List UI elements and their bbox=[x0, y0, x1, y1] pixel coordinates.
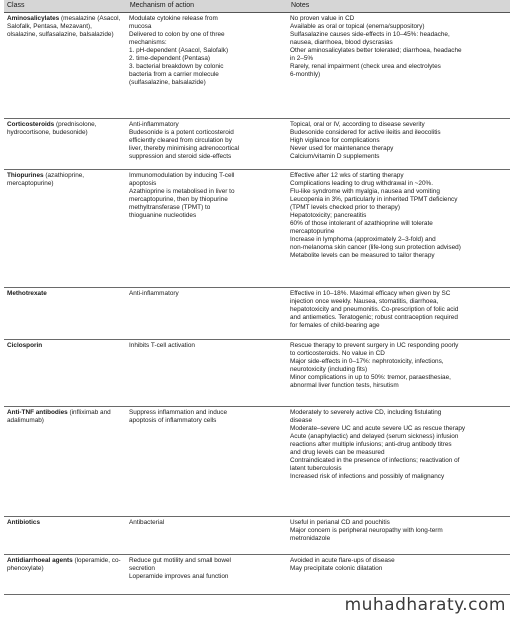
class-cell bbox=[4, 517, 126, 554]
notes-line: Rarely, renal impairment (check urea and electrolytes bbox=[290, 63, 441, 70]
drug-class-name: Methotrexate bbox=[7, 290, 47, 297]
notes-line: latent tuberculosis bbox=[290, 465, 342, 472]
notes-line: reactions after multiple infusions; anti-drug antibody titres bbox=[290, 441, 452, 448]
table-row bbox=[4, 340, 510, 407]
notes-line: Acute (anaphylactic) and delayed (serum sickness) infusion bbox=[290, 433, 459, 440]
notes-line: metronidazole bbox=[290, 535, 331, 542]
drug-class-name: Anti-TNF antibodies bbox=[7, 409, 68, 416]
notes-line: Complications leading to drug withdrawal in ~20%. bbox=[290, 180, 433, 187]
notes-line: 60% of those intolerant of azathioprine will tolerate bbox=[290, 220, 433, 227]
mechanism-line: Anti-inflammatory bbox=[129, 290, 179, 297]
mechanism-line: liver, thereby minimising adrenocortical bbox=[129, 145, 240, 152]
mechanism-cell bbox=[126, 13, 287, 118]
mechanism-line: 2. time-dependent (Pentasa) bbox=[129, 55, 210, 62]
notes-line: Major concern is peripheral neuropathy with long-term bbox=[290, 527, 443, 534]
mechanism-line: Reduce gut motility and small bowel bbox=[129, 557, 231, 564]
notes-line: abnormal liver function tests, hirsutism bbox=[290, 382, 399, 389]
mechanism-line: mercaptopurine, then by thiopurine bbox=[129, 196, 228, 203]
notes-line: High vigilance for complications bbox=[290, 137, 380, 144]
table-header bbox=[4, 0, 510, 13]
notes-line: mercaptopurine bbox=[290, 228, 335, 235]
notes-line: Contraindicated in the presence of infections; reactivation of bbox=[290, 457, 460, 464]
notes-line: neurotoxicity (including fits) bbox=[290, 366, 368, 373]
drug-class-name: Antidiarrhoeal agents bbox=[7, 557, 73, 564]
notes-line: 6-monthly) bbox=[290, 71, 321, 78]
notes-line: Effective after 12 wks of starting therapy bbox=[290, 172, 404, 179]
notes-cell bbox=[287, 288, 510, 339]
mechanism-line: bacteria from a carrier molecule bbox=[129, 71, 219, 78]
table-row bbox=[4, 119, 510, 170]
notes-cell bbox=[287, 517, 510, 554]
drug-class-name: Corticosteroids bbox=[7, 121, 55, 128]
notes-cell bbox=[287, 555, 510, 594]
notes-line: hepatotoxicity and pneumonitis. Co-prescription of folic acid bbox=[290, 306, 459, 313]
notes-line: Flu-like syndrome with myalgia, nausea and vomiting bbox=[290, 188, 440, 195]
class-cell bbox=[4, 288, 126, 339]
mechanism-cell bbox=[126, 555, 287, 594]
drug-class-name: Aminosalicylates bbox=[7, 15, 60, 22]
drug-class-name: Antibiotics bbox=[7, 519, 41, 526]
notes-line: Other aminosalicylates better tolerated; diarrhoea, headache bbox=[290, 47, 462, 54]
mechanism-line: 3. bacterial breakdown by colonic bbox=[129, 63, 224, 70]
notes-line: in 2–5% bbox=[290, 55, 314, 62]
drug-examples: (azathioprine, mercaptopurine) bbox=[7, 172, 85, 187]
mechanism-cell bbox=[126, 407, 287, 516]
notes-line: Budesonide considered for active ileitis and ileocolitis bbox=[290, 129, 441, 136]
notes-line: Hepatotoxicity; pancreatitis bbox=[290, 212, 367, 219]
notes-line: Useful in perianal CD and pouchitis bbox=[290, 519, 390, 526]
notes-line: Avoided in acute flare-ups of disease bbox=[290, 557, 395, 564]
notes-cell bbox=[287, 119, 510, 169]
mechanism-line: Loperamide improves anal function bbox=[129, 573, 229, 580]
mechanism-line: Azathioprine is metabolised in liver to bbox=[129, 188, 235, 195]
notes-line: non-melanoma skin cancer (life-long sun protection advised) bbox=[290, 244, 461, 251]
drug-class-name: Ciclosporin bbox=[7, 342, 43, 349]
notes-line: May precipitate colonic dilatation bbox=[290, 565, 383, 572]
notes-line: and drug levels can be measured bbox=[290, 449, 385, 456]
table-row bbox=[4, 170, 510, 288]
header-mechanism: Mechanism of action bbox=[129, 2, 195, 9]
table-row bbox=[4, 555, 510, 595]
mechanism-cell bbox=[126, 170, 287, 287]
notes-cell bbox=[287, 170, 510, 287]
notes-line: for females of child-bearing age bbox=[290, 322, 380, 329]
mechanism-line: Inhibits T-cell activation bbox=[129, 342, 195, 349]
header-class: Class bbox=[7, 2, 25, 9]
notes-line: Effective in 10–18%. Maximal efficacy when given by SC bbox=[290, 290, 451, 297]
notes-line: Increase in lymphoma (approximately 2–3-fold) and bbox=[290, 236, 436, 243]
mechanism-cell bbox=[126, 517, 287, 554]
notes-line: Rescue therapy to prevent surgery in UC responding poorly bbox=[290, 342, 459, 349]
notes-line: Increased risk of infections and possibly of malignancy bbox=[290, 473, 445, 480]
drug-examples: (mesalazine (Asacol, Salofalk, Pentasa, Mezavant), olsalazine, sulfasalazine, balsalazide) bbox=[7, 15, 121, 38]
notes-line: Moderately to severely active CD, including fistulating bbox=[290, 409, 442, 416]
mechanism-line: secretion bbox=[129, 565, 155, 572]
table-row bbox=[4, 517, 510, 555]
table-body bbox=[4, 13, 510, 595]
class-cell bbox=[4, 13, 126, 118]
notes-line: Metabolite levels can be measured to tailor therapy bbox=[290, 252, 435, 259]
notes-line: Never used for maintenance therapy bbox=[290, 145, 394, 152]
notes-line: disease bbox=[290, 417, 313, 424]
drug-examples: (infliximab and adalimumab) bbox=[7, 409, 111, 424]
mechanism-line: 1. pH-dependent (Asacol, Salofalk) bbox=[129, 47, 229, 54]
notes-line: injection once weekly. Nausea, stomatitis, diarrhoea, bbox=[290, 298, 439, 305]
drug-table bbox=[4, 0, 510, 595]
notes-line: (TPMT levels checked prior to therapy) bbox=[290, 204, 400, 211]
mechanism-line: methyltransferase (TPMT) to bbox=[129, 204, 211, 211]
header-notes: Notes bbox=[290, 2, 310, 9]
mechanism-line: Delivered to colon by one of three bbox=[129, 31, 225, 38]
notes-line: Leucopenia in 3%, particularly in inherited TPMT deficiency bbox=[290, 196, 458, 203]
notes-line: to corticosteroids. No value in CD bbox=[290, 350, 385, 357]
notes-line: and antiemetics. Teratogenic; robust contraception required bbox=[290, 314, 458, 321]
mechanism-line: Suppress inflammation and induce bbox=[129, 409, 228, 416]
notes-cell bbox=[287, 13, 510, 118]
class-cell bbox=[4, 407, 126, 516]
mechanism-line: Budesonide is a potent corticosteroid bbox=[129, 129, 234, 136]
notes-line: Topical, oral or IV, according to disease severity bbox=[290, 121, 425, 128]
notes-line: Calcium/vitamin D supplements bbox=[290, 153, 380, 160]
class-cell bbox=[4, 340, 126, 406]
class-cell bbox=[4, 119, 126, 169]
notes-line: No proven value in CD bbox=[290, 15, 355, 22]
notes-line: Available as oral or topical (enema/suppository) bbox=[290, 23, 425, 30]
table-row bbox=[4, 407, 510, 517]
watermark-text: muhadharaty.com bbox=[344, 595, 506, 615]
mechanism-cell bbox=[126, 288, 287, 339]
notes-line: Major side-effects in 0–17%: nephrotoxicity, infections, bbox=[290, 358, 444, 365]
mechanism-line: suppression and steroid side-effects bbox=[129, 153, 232, 160]
drug-examples: (loperamide, co-phenoxylate) bbox=[7, 557, 121, 572]
notes-line: Minor complications in up to 50%: tremor, paraesthesiae, bbox=[290, 374, 451, 381]
mechanism-cell bbox=[126, 119, 287, 169]
notes-cell bbox=[287, 407, 510, 516]
notes-line: Moderate–severe UC and acute severe UC as rescue therapy bbox=[290, 425, 466, 432]
mechanism-line: apoptosis of inflammatory cells bbox=[129, 417, 217, 424]
notes-cell bbox=[287, 340, 510, 406]
notes-line: nausea, diarrhoea, blood dyscrasias bbox=[290, 39, 393, 46]
class-cell bbox=[4, 555, 126, 594]
mechanism-line: Modulate cytokine release from bbox=[129, 15, 218, 22]
class-cell bbox=[4, 170, 126, 287]
drug-examples: (prednisolone, hydrocortisone, budesonide) bbox=[7, 121, 97, 136]
notes-line: Sulfasalazine causes side-effects in 10–45%: headache, bbox=[290, 31, 450, 38]
mechanism-line: Anti-inflammatory bbox=[129, 121, 179, 128]
mechanism-line: thioguanine nucleotides bbox=[129, 212, 197, 219]
mechanism-line: mucosa bbox=[129, 23, 152, 30]
table-row bbox=[4, 13, 510, 119]
mechanism-line: efficiently cleared from circulation by bbox=[129, 137, 232, 144]
mechanism-line: Antibacterial bbox=[129, 519, 165, 526]
mechanism-line: apoptosis bbox=[129, 180, 157, 187]
mechanism-cell bbox=[126, 340, 287, 406]
mechanism-line: Immunomodulation by inducing T-cell bbox=[129, 172, 235, 179]
drug-class-name: Thiopurines bbox=[7, 172, 44, 179]
table-row bbox=[4, 288, 510, 340]
mechanism-line: mechanisms: bbox=[129, 39, 167, 46]
mechanism-line: (sulfasalazine, balsalazide) bbox=[129, 79, 206, 86]
